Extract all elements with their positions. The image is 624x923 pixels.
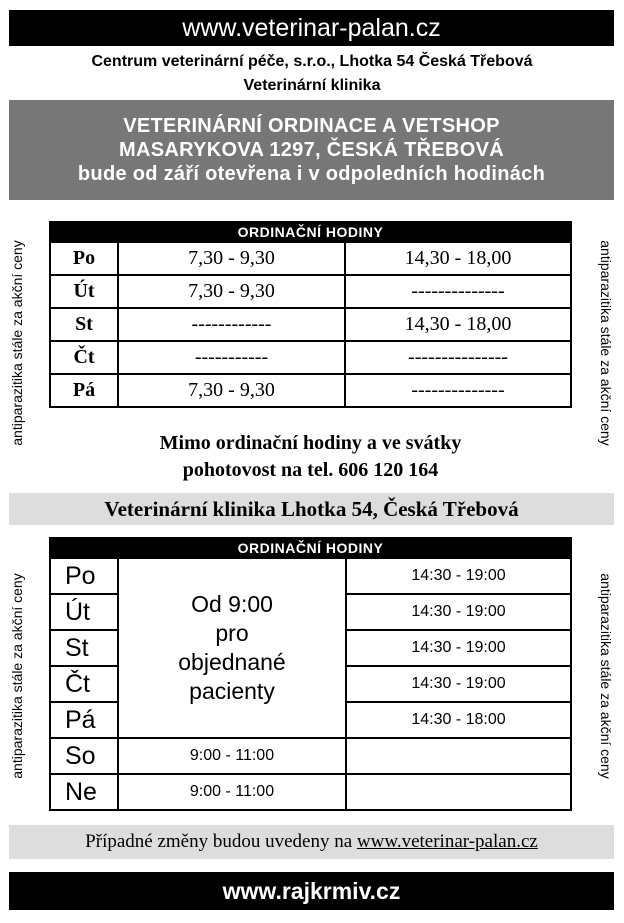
day-cell: So [50, 738, 118, 774]
emergency-line-1: Mimo ordinační hodiny a ve svátky [159, 432, 462, 454]
day-cell: Út [50, 594, 118, 630]
afternoon-hours [346, 738, 571, 774]
top-website-banner[interactable]: www.veterinar-palan.cz [9, 10, 614, 46]
morning-hours: 9:00 - 11:00 [118, 738, 346, 774]
afternoon-hours: -------------- [345, 374, 571, 407]
appointment-line: objednané [178, 649, 286, 675]
afternoon-hours: --------------- [345, 341, 571, 374]
afternoon-hours: 14:30 - 18:00 [346, 702, 571, 738]
clinic-lhotka-title: Veterinární klinika Lhotka 54, Česká Třebová [9, 493, 614, 525]
morning-hours: 7,30 - 9,30 [118, 374, 345, 407]
day-cell: Pá [50, 374, 118, 407]
schedule-table-masarykova [49, 221, 572, 408]
appointment-note [118, 558, 346, 738]
afternoon-hours: 14:30 - 19:00 [346, 666, 571, 702]
afternoon-hours [346, 774, 571, 810]
side-text-right-bottom: antiparazitika stále za akční ceny [598, 573, 614, 779]
day-cell: Po [50, 242, 118, 275]
table-row [50, 738, 571, 774]
appointment-line: Od 9:00 [191, 591, 273, 617]
afternoon-hours: 14:30 - 19:00 [346, 558, 571, 594]
banner-line-1: VETERINÁRNÍ ORDINACE A VETSHOP [123, 115, 500, 137]
morning-hours: 7,30 - 9,30 [118, 242, 345, 275]
bottom-website-banner[interactable]: www.rajkrmiv.cz [9, 872, 614, 910]
changes-notice [9, 825, 614, 859]
day-cell: St [50, 308, 118, 341]
organization-name: Centrum veterinární péče, s.r.o., Lhotka 54 Česká Třebová [91, 53, 533, 70]
day-cell: St [50, 630, 118, 666]
afternoon-hours: 14,30 - 18,00 [345, 308, 571, 341]
afternoon-hours: -------------- [345, 275, 571, 308]
afternoon-hours: 14:30 - 19:00 [346, 594, 571, 630]
day-cell: Út [50, 275, 118, 308]
changes-text: Případné změny budou uvedeny na [85, 831, 353, 852]
morning-hours: 9:00 - 11:00 [118, 774, 346, 810]
side-text-left-bottom: antiparazitika stále za akční ceny [9, 573, 25, 779]
morning-hours: 7,30 - 9,30 [118, 275, 345, 308]
banner-line-3: bude od září otevřena i v odpoledních hodinách [77, 163, 546, 185]
day-cell: Čt [50, 666, 118, 702]
emergency-phone[interactable]: pohotovost na tel. 606 120 164 [182, 459, 439, 481]
day-cell: Ne [50, 774, 118, 810]
banner-line-2: MASARYKOVA 1297, ČESKÁ TŘEBOVÁ [119, 139, 504, 161]
side-text-left-top: antiparazitika stále za akční ceny [9, 240, 25, 446]
afternoon-hours: 14:30 - 19:00 [346, 630, 571, 666]
day-cell: Po [50, 558, 118, 594]
schedule-table-lhotka [49, 537, 572, 811]
morning-hours: ------------ [118, 308, 345, 341]
clinic-label: Veterinární klinika [243, 77, 381, 94]
schedule-title: ORDINAČNÍ HODINY [50, 222, 571, 242]
appointment-line: pro [215, 620, 249, 646]
schedule-title: ORDINAČNÍ HODINY [50, 538, 571, 558]
table-row [50, 558, 571, 594]
table-row [50, 308, 571, 341]
day-cell: Pá [50, 702, 118, 738]
table-row [50, 341, 571, 374]
announcement-banner [9, 100, 614, 200]
table-row [50, 242, 571, 275]
morning-hours: ----------- [118, 341, 345, 374]
afternoon-hours: 14,30 - 18,00 [345, 242, 571, 275]
emergency-note [49, 430, 572, 484]
appointment-line: pacienty [189, 678, 275, 704]
table-row [50, 774, 571, 810]
changes-link[interactable]: www.veterinar-palan.cz [356, 831, 538, 852]
day-cell: Čt [50, 341, 118, 374]
side-text-right-top: antiparazitika stále za akční ceny [598, 240, 614, 446]
table-row [50, 374, 571, 407]
table-row [50, 275, 571, 308]
